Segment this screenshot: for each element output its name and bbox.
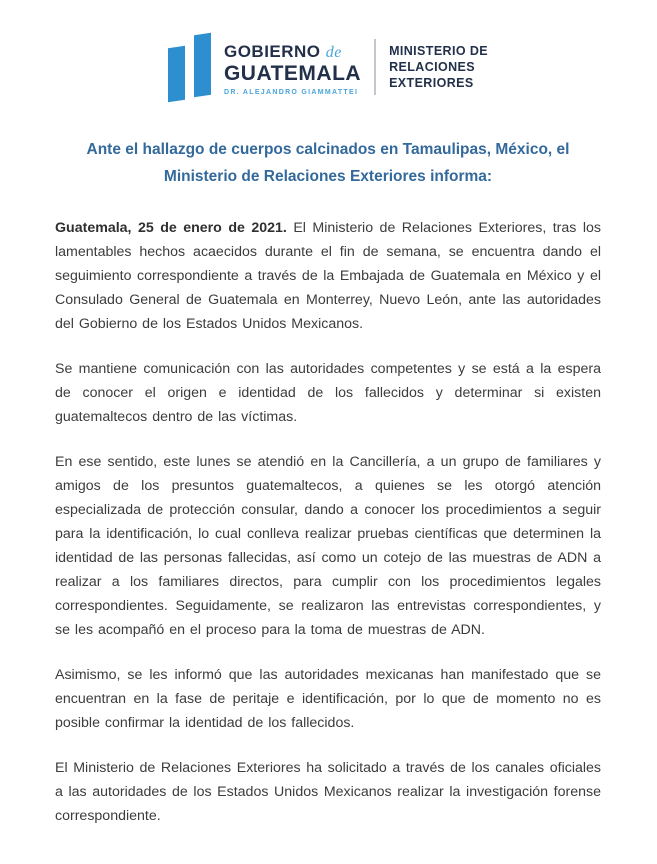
flag-bar-right [194, 33, 211, 97]
paragraph-3: En ese sentido, este lunes se atendió en la Cancillería, a un grupo de familiares y amigos de los presuntos guatemaltecos, a quienes se les otorgó atención especializada de protección consular, dando a conocer los procedimientos a seguir para la identificación, lo cual conlleva realizar pruebas científicas que determinen la identidad de las personas fallecidas, así como un cotejo de las muestras de ADN a realizar a los familiares directos, para cumplir con los procedimientos legales correspondientes. Seguidamente, se realizaron las entrevistas correspondientes, y se les acompañó en el proceso para la toma de muestras de ADN. [55, 454, 601, 638]
gobierno-text [224, 43, 361, 61]
ministry-line-3: EXTERIORES [389, 76, 474, 90]
gobierno-label: GOBIERNO [223, 41, 321, 61]
dateline-bold: Guatemala, 25 de enero de 2021. [55, 220, 287, 236]
logo-divider [374, 39, 376, 95]
paragraph-5: El Ministerio de Relaciones Exteriores ha solicitado a través de los canales oficiales a las autoridades de los Estados Unidos Mexicanos realizar la investigación forense correspondiente. [55, 760, 601, 824]
de-label: de [325, 43, 342, 61]
ministry-line-1: MINISTERIO DE [389, 44, 489, 58]
paragraph-dateline [55, 216, 601, 336]
gobierno-wordmark [224, 39, 361, 96]
president-name-label: DR. ALEJANDRO GIAMMATTEI [223, 88, 359, 96]
paragraph-2: Se mantiene comunicación con las autoridades competentes y se está a la espera de conocer el origen e identidad de los fallecidos y determinar si existen guatemaltecos dentro de las víctimas. [55, 361, 601, 425]
paragraph-1-text: El Ministerio de Relaciones Exteriores, tras los lamentables hechos acaecidos durante el fin de semana, se encuentra dando el seguimiento correspondiente a través de la Embajada de Guatemala en México y el Consulado General de Guatemala en Monterrey, Nuevo León, ante las autoridades del Gobierno de los Estados Unidos Mexicanos. [55, 220, 601, 332]
guatemala-label: GUATEMALA [223, 61, 362, 85]
document-title: Ante el hallazgo de cuerpos calcinados en Tamaulipas, México, el Ministerio de Relaciones Exteriores informa: [86, 141, 570, 185]
ministry-wordmark [389, 43, 488, 91]
flag-bar-left [168, 46, 185, 102]
ministry-line-2: RELACIONES [389, 60, 476, 74]
paragraph-4: Asimismo, se les informó que las autoridades mexicanas han manifestado que se encuentran en la fase de peritaje e identificación, por lo que de momento no es posible confirmar la identidad de los fallecidos. [55, 667, 601, 731]
header-logo [55, 30, 601, 104]
guatemala-flag-bars-icon [168, 30, 211, 104]
